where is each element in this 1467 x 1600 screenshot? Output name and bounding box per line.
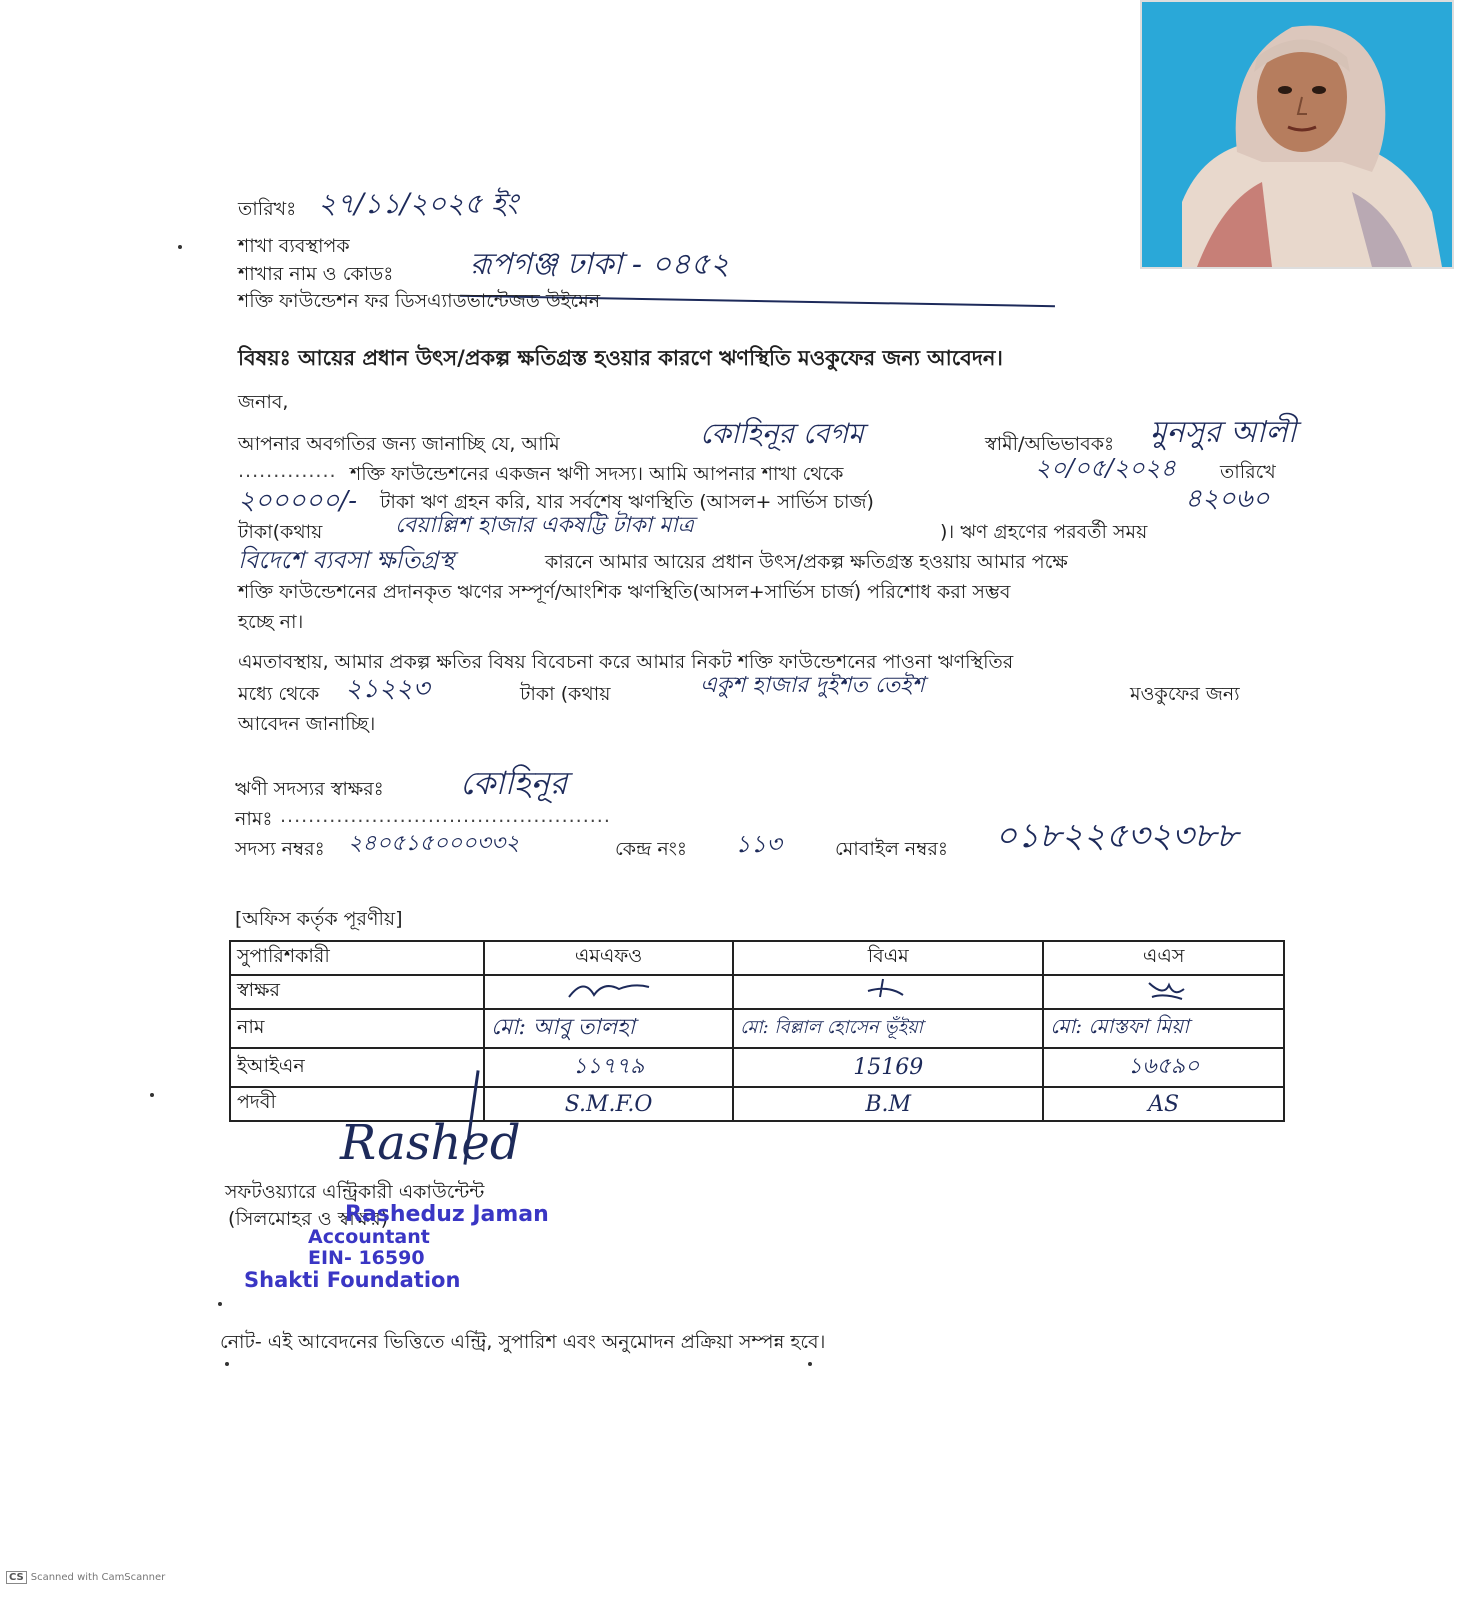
applicant-name: কোহিনূর বেগম <box>700 417 864 450</box>
accountant-signature: Rashed <box>340 1115 521 1171</box>
body-line-6: শক্তি ফাউন্ডেশনের প্রদানকৃত ঋণের সম্পূর্ণ/আংশিক ঋণস্থিতি(আসল+সার্ভিস চার্জ) পরিশোধ করা সম্ভব <box>238 581 1011 603</box>
body-para2-line-3: আবেদন জানাচ্ছি। <box>238 713 376 735</box>
body-para2-line-2b: টাকা (কথায় <box>520 683 611 705</box>
table-header-row <box>230 941 1284 975</box>
body-para2-line-2a: মধ্যে থেকে <box>238 683 320 705</box>
organization-name: শক্তি ফাউন্ডেশন ফর ডিসএ্যাডভান্টেজড উইমেন <box>238 290 601 312</box>
name-cell: মো: আবু তালহা <box>484 1009 733 1048</box>
table-header-cell: বিএম <box>733 941 1043 975</box>
waive-amount: ২১২২৩ <box>345 674 430 704</box>
body-line-4a: টাকা(কথায় <box>238 521 323 543</box>
waive-words: একুশ হাজার দুইশত তেইশ <box>700 673 925 698</box>
signature-cell <box>733 975 1043 1009</box>
ein-cell: 15169 <box>733 1048 1043 1087</box>
loan-date: ২০/০৫/২০২৪ <box>1035 454 1176 482</box>
signature-label: ঋণী সদস্যর স্বাক্ষরঃ <box>235 778 384 800</box>
body-line-2b: তারিখে <box>1220 461 1276 483</box>
body-line-7: হচ্ছে না। <box>238 611 304 633</box>
member-no-label: সদস্য নম্বরঃ <box>235 838 325 860</box>
body-line-3a: টাকা ঋণ গ্রহন করি, যার সর্বশেষ ঋণস্থিতি (আসল+ সার্ভিস চার্জ) <box>380 491 874 513</box>
designation-cell: S.M.F.O <box>484 1087 733 1121</box>
signature-cell <box>484 975 733 1009</box>
watermark-text: Scanned with CamScanner <box>30 1572 166 1583</box>
date-label: তারিখঃ <box>238 198 297 220</box>
camscanner-badge-icon: CS <box>6 1571 27 1584</box>
row-label: পদবী <box>230 1087 484 1121</box>
recommendation-table <box>229 940 1285 1122</box>
mobile-label: মোবাইল নম্বরঃ <box>835 838 949 860</box>
branch-value: রূপগঞ্জ ঢাকা - ০৪৫২ <box>470 247 730 282</box>
stamp-role: Accountant <box>308 1226 430 1248</box>
balance-words: বেয়াল্লিশ হাজার একষট্টি টাকা মাত্র <box>395 513 694 538</box>
footer-note: নোট- এই আবেদনের ভিত্তিতে এন্ট্রি, সুপারিশ এবং অনুমোদন প্রক্রিয়া সম্পন্ন হবে। <box>220 1331 826 1353</box>
applicant-photo <box>1140 0 1454 269</box>
body-line-4b: )। ঋণ গ্রহণের পরবর্তী সময় <box>940 521 1148 543</box>
table-row <box>230 975 1284 1009</box>
table-header-cell: সুপারিশকারী <box>230 941 484 975</box>
table-header-cell: এএস <box>1043 941 1284 975</box>
subject-line: বিষয়ঃ আয়ের প্রধান উৎস/প্রকল্প ক্ষতিগ্রস্ত হওয়ার কারণে ঋণস্থিতি মওকুফের জন্য আবেদন। <box>238 346 1003 370</box>
body-line-1a: আপনার অবগতির জন্য জানাচ্ছি যে, আমি <box>238 433 560 455</box>
designation-cell: B.M <box>733 1087 1043 1121</box>
accountant-sub: (সিলমোহর ও স্বাক্ষর) <box>228 1208 389 1230</box>
body-line-5a: কারনে আমার আয়ের প্রধান উৎস/প্রকল্প ক্ষতিগ্রস্ত হওয়ায় আমার পক্ষে <box>545 551 1068 573</box>
row-label: ইআইএন <box>230 1048 484 1087</box>
name-label: নামঃ <box>235 808 273 830</box>
body-line-2-dots: .............. <box>238 460 337 482</box>
center-value: ১১৩ <box>735 830 782 858</box>
body-line-2a: শক্তি ফাউন্ডেশনের একজন ঋণী সদস্য। আমি আপনার শাখা থেকে <box>350 463 844 485</box>
scan-speck <box>150 1093 154 1097</box>
name-dots: ............................................... <box>280 805 611 827</box>
member-no-value: ২৪০৫১৫০০০৩৩২ <box>348 831 520 856</box>
body-line-1b: স্বামী/অভিভাবকঃ <box>985 433 1115 455</box>
table-row <box>230 1009 1284 1048</box>
scan-speck <box>225 1362 229 1366</box>
name-cell: মো: মোস্তফা মিয়া <box>1043 1009 1284 1048</box>
row-label: স্বাক্ষর <box>230 975 484 1009</box>
recipient-title: শাখা ব্যবস্থাপক <box>238 235 350 257</box>
branch-label: শাখার নাম ও কোডঃ <box>238 263 394 285</box>
body-para2-line-1: এমতাবস্থায়, আমার প্রকল্প ক্ষতির বিষয় বিবেচনা করে আমার নিকট শক্তি ফাউন্ডেশনের পাওনা ঋণস্থিতির <box>238 651 1014 673</box>
salutation: জনাব, <box>238 391 289 413</box>
mobile-value: ০১৮২২৫৩২৩৮৮ <box>995 816 1238 856</box>
ein-cell: ১৬৫৯০ <box>1043 1048 1284 1087</box>
date-value: ২৭/১১/২০২৫ ইং <box>318 187 518 220</box>
stamp-name: Rasheduz Jaman <box>345 1202 549 1227</box>
name-cell: মো: বিল্লাল হোসেন ভূঁইয়া <box>733 1009 1043 1048</box>
loan-amount: ২০০০০০/- <box>238 486 357 516</box>
designation-cell: AS <box>1043 1087 1284 1121</box>
table-row <box>230 1048 1284 1087</box>
guardian-name: মুনসুর আলী <box>1150 415 1297 450</box>
stamp-ein: EIN- 16590 <box>308 1247 425 1269</box>
member-signature: কোহিনূর <box>460 764 568 802</box>
table-header-cell: এমএফও <box>484 941 733 975</box>
camscanner-watermark <box>6 1572 165 1583</box>
body-para2-line-2c: মওকুফের জন্য <box>1130 683 1240 705</box>
accountant-title: সফটওয়্যারে এন্ট্রিকারী একাউন্টেন্ট <box>225 1181 485 1203</box>
scan-speck <box>178 245 182 249</box>
row-label: নাম <box>230 1009 484 1048</box>
signature-cell <box>1043 975 1284 1009</box>
scan-speck <box>218 1302 222 1306</box>
balance-amount: ৪২০৬০ <box>1185 484 1270 514</box>
loss-reason: বিদেশে ব্যবসা ক্ষতিগ্রস্থ <box>238 546 455 574</box>
center-label: কেন্দ্র নংঃ <box>615 838 688 860</box>
stamp-org: Shakti Foundation <box>244 1268 461 1292</box>
office-heading: [অফিস কর্তৃক পূরণীয়] <box>235 908 403 930</box>
scan-speck <box>808 1362 812 1366</box>
ein-cell: ১১৭৭৯ <box>484 1048 733 1087</box>
